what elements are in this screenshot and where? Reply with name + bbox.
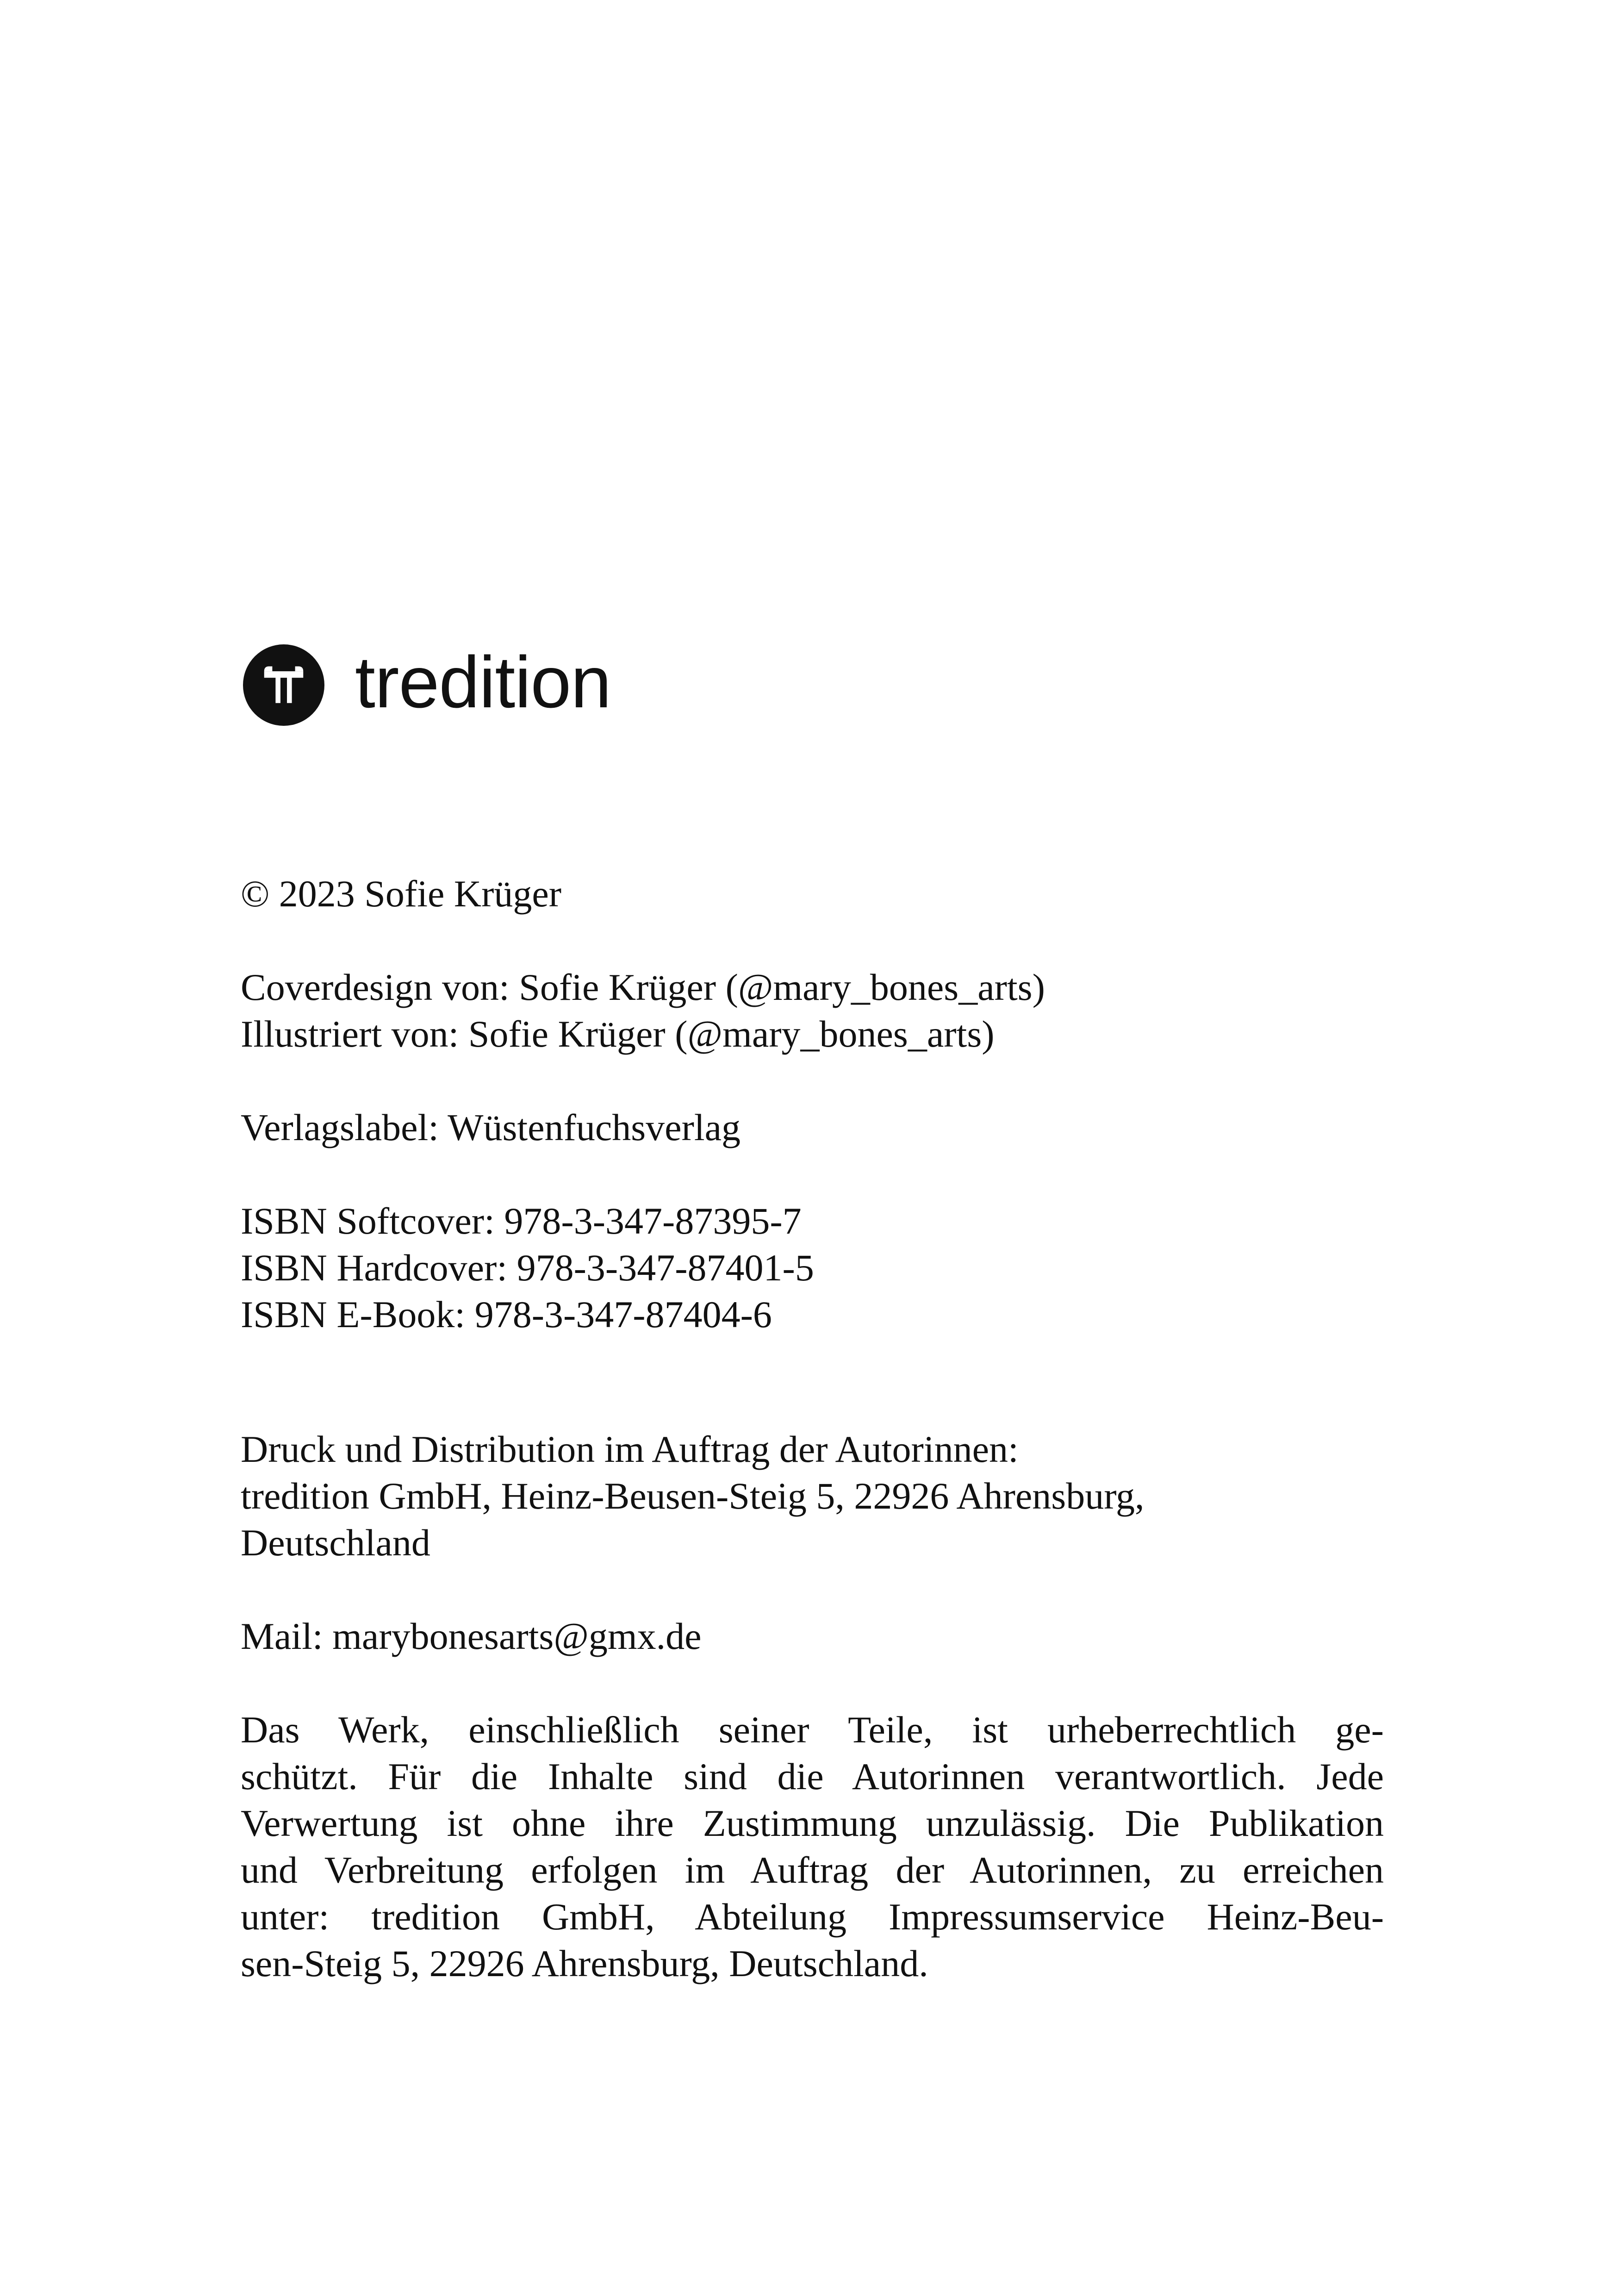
distribution-line: Druck und Distribution im Auftrag der Autorinnen: <box>241 1428 1019 1470</box>
legal-notice-line: Verwertung ist ohne ihre Zustimmung unzulässig. Die Publikation <box>241 1802 1384 1844</box>
distribution-line: tredition GmbH, Heinz-Beusen-Steig 5, 22926 Ahrensburg, <box>241 1475 1145 1517</box>
isbn-hardcover: ISBN Hardcover: 978-3-347-87401-5 <box>241 1247 814 1289</box>
imprint-text <box>241 870 1384 1987</box>
legal-notice-line: sen-Steig 5, 22926 Ahrensburg, Deutschland. <box>241 1942 928 1984</box>
isbn-softcover: ISBN Softcover: 978-3-347-87395-7 <box>241 1200 802 1242</box>
legal-notice-line: unter: tredition GmbH, Abteilung Impressumservice Heinz-Beu- <box>241 1896 1384 1938</box>
legal-notice-line: Das Werk, einschließlich seiner Teile, ist urheberrechtlich ge- <box>241 1709 1384 1751</box>
publisher-logo <box>243 643 611 727</box>
legal-notice <box>241 1706 1384 1987</box>
copyright-line: © 2023 Sofie Krüger <box>241 873 562 915</box>
legal-notice-line: schützt. Für die Inhalte sind die Autorinnen verantwortlich. Jede <box>241 1755 1384 1797</box>
illustrated-by-line: Illustriert von: Sofie Krüger (@mary_bones_arts) <box>241 1013 995 1055</box>
cover-design-line: Coverdesign von: Sofie Krüger (@mary_bones_arts) <box>241 966 1045 1008</box>
legal-notice-line: und Verbreitung erfolgen im Auftrag der Autorinnen, zu erreichen <box>241 1849 1384 1891</box>
tredition-logo-icon <box>243 644 324 726</box>
isbn-ebook: ISBN E-Book: 978-3-347-87404-6 <box>241 1293 772 1335</box>
label-line: Verlagslabel: Wüstenfuchsverlag <box>241 1106 741 1148</box>
distribution-line: Deutschland <box>241 1522 430 1564</box>
publisher-name: tredition <box>355 642 611 723</box>
mail-line: Mail: marybonesarts@gmx.de <box>241 1615 702 1657</box>
